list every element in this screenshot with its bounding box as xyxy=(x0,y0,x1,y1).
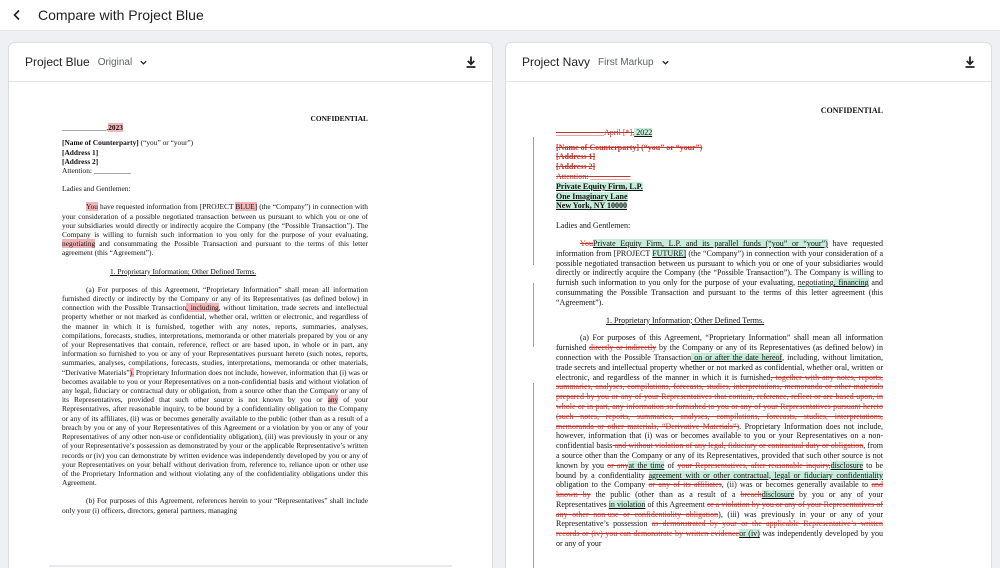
document-page xyxy=(9,82,492,515)
inserted-text: disclosure xyxy=(761,490,795,500)
change-bar xyxy=(533,283,534,347)
changed-text: 2023 xyxy=(108,123,123,133)
document-name: Project Blue xyxy=(25,55,90,69)
back-button[interactable] xyxy=(0,0,34,31)
download-button[interactable] xyxy=(464,55,478,69)
deleted-text: and known by xyxy=(556,480,883,500)
version-label: Original xyxy=(97,56,133,68)
address-line xyxy=(556,201,883,211)
chevron-down-icon xyxy=(139,58,148,67)
confidential-header: CONFIDENTIAL xyxy=(310,114,368,123)
deleted-text: [Address 2] xyxy=(556,162,596,172)
deleted-text: [Address 1] xyxy=(556,152,596,162)
top-bar xyxy=(0,0,1000,31)
change-bar xyxy=(533,137,534,265)
inserted-text: 2022 xyxy=(634,127,653,137)
download-icon xyxy=(464,55,478,69)
download-icon xyxy=(963,55,977,69)
chevron-left-icon xyxy=(11,9,23,21)
inserted-text: One Imaginary Lane xyxy=(556,191,628,201)
deleted-text: and without violation of any legal, fiduciary or contractual duty or obligation xyxy=(612,441,864,451)
chevron-down-icon xyxy=(661,58,670,67)
inserted-text: or (iv) xyxy=(739,529,760,539)
address-line xyxy=(556,182,883,192)
inserted-text: agreement with or other contractual, legal or fiduciary confidentiality xyxy=(648,470,883,480)
deleted-text: or a violation by you or any of your Representatives of any other non-use or confidentiality obligation xyxy=(556,499,883,519)
date-line: ____________,2023 xyxy=(62,123,123,133)
section-1b-paragraph: (b) For purposes of this Agreement, references herein to your “Representatives” shall include only your (i) officers, directors, general partners, managing xyxy=(62,496,368,515)
inserted-text: , financing xyxy=(833,278,869,288)
markup-document-panel xyxy=(505,42,992,568)
counterparty-line: [Name of Counterparty] (“you” or “your”) xyxy=(62,138,194,148)
download-button[interactable] xyxy=(963,55,977,69)
deleted-text: your Representatives, after reasonable inquiry, xyxy=(677,460,831,470)
version-label: First Markup xyxy=(598,56,654,68)
deleted-text: or any xyxy=(607,460,629,470)
deleted-text: breach xyxy=(740,490,762,500)
section-1a-paragraph: (a) For purposes of this Agreement, “Proprietary Information” shall mean all information furnished directly or indirectly by the Company or any of its Representatives (as defined below) in connection with the Possible Transaction on or after the date hereof, including, without limitation, trade secrets and intellectual property whether or not marked as confidential, whether oral, written or electronic, and regardless of the manner in which it is furnished, together with any notes, reports, summaries, analyses, compilations, forecasts, studies, interpretations, memoranda or other materials prepared by you or any of your Representatives that contain, reference, reflect or are based upon, in whole or in part, any information so furnished to you or any of your Representatives pursuant hereto (such notes, reports, summaries, analyses, compilations, forecasts, studies, interpretations, memoranda or other materials, “Derivative Materials”). Proprietary Information does not include, however, information that (i) was or becomes available to you or your Representatives on a non-confidential basis and without violation of any legal, fiduciary or contractual duty or obligation, from a source other than the Company or any of its Representatives, provided that such other source is not known by you or anyat the time of your Representatives, after reasonable inquiry,disclosure to be bound by a confidentiality agreement with or other contractual, legal or fiduciary confidentiality obligation to the Company or any of its affiliates, (ii) was or becomes generally available to and known by the public (other than as a result of a breachdisclosure by you or any of your Representatives in violation of this Agreement or a violation by you or any of your Representatives of any other non-use or confidentiality obligation), (iii) was previously in your or any of your Representative’s possession as demonstrated by your or the applicable Representative’s written records or (iv) you can demonstrate by written evidenceor (iv) was independently developed by you or any of your xyxy=(556,333,884,549)
address-line: [Address 1] xyxy=(62,147,99,157)
intro-paragraph: You have requested information from [PROJECT BLUE] (the “Company”) in connection with your consideration of a possible negotiated transaction between us pursuant to which you or one of your subsidiaries would directly or indirectly acquire the Company (the “Possible Transaction”). The Company is willing to furnish such information to you only for the purpose of your evaluating, negotiating and consummating the Possible Transaction and pursuant to the terms of this letter agreement (this “Agreement”). xyxy=(62,202,368,258)
address-line xyxy=(556,192,883,202)
changed-text: ). xyxy=(129,367,134,377)
section-1a-paragraph: (a) For purposes of this Agreement, “Proprietary Information” shall mean all information furnished directly or indirectly by the Company or any of its Representatives (as defined below) in connection with the Possible Transaction, including, without limitation, trade secrets and intellectual property whether or not marked as confidential, whether oral, written or electronic, and regardless of the manner in which it is furnished, together with any notes, reports, summaries, analyses, compilations, forecasts, studies, interpretations, memoranda or other materials prepared by you or any of your Representatives that contain, reference, reflect or are based upon, in whole or in part, any information so furnished to you or any of your Representatives pursuant hereto (such notes, reports, summaries, analyses, compilations, forecasts, studies, interpretations, memoranda or other materials, “Derivative Materials”). Proprietary Information does not include, however, information that (i) was or becomes available to you or your Representatives on a non-confidential basis and without violation of any legal, fiduciary or contractual duty or obligation, from a source other than the Company or any of its Representatives, provided that such other source is not known by you or any of your Representatives, after reasonable inquiry, to be bound by a confidentiality obligation to the Company or any of its affiliates, (ii) was or becomes generally available to the public (other than as a result of a breach by you or any of your Representatives of this Agreement or a violation by you or any of your Representatives of any other non-use or confidentiality obligation), (iii) was previously in your or any of your Representative’s possession as demonstrated by your or the applicable Representative’s written records or (iv) you can demonstrate by written evidence was independently developed by you or any of your Representatives on your behalf without derivation from, reference to, reliance upon or other use of the Proprietary Information and without violating any of the confidentiality obligations under this Agreement. xyxy=(62,284,369,488)
date-line xyxy=(556,128,883,138)
page-title: Compare with Project Blue xyxy=(38,7,204,23)
inserted-text: Private Equity Firm, L.P. xyxy=(556,181,643,191)
change-bar xyxy=(533,383,534,568)
inserted-text: at the time xyxy=(628,460,665,470)
section-heading: 1. Proprietary Information; Other Defined Terms. xyxy=(606,315,765,325)
page-divider xyxy=(49,565,452,567)
document-page xyxy=(506,82,991,549)
section-heading: 1. Proprietary Information; Other Defined Terms. xyxy=(110,266,257,276)
inserted-text: Private Equity Firm, L.P. and its parallel funds (“you” or “your”) xyxy=(592,238,828,248)
inserted-text: on or after the date hereof xyxy=(691,352,783,362)
deleted-text: or any of its affiliates xyxy=(648,480,722,490)
changed-text: , including xyxy=(186,303,219,313)
inserted-text: disclosure xyxy=(830,460,863,470)
changed-text: negotiating xyxy=(62,239,96,249)
version-dropdown[interactable] xyxy=(661,58,670,67)
deleted-text: directly or indirectly xyxy=(588,343,657,353)
deleted-text: You xyxy=(580,238,593,248)
changed-text: negotiating xyxy=(797,278,834,288)
deleted-text: , together with any notes, reports, summaries, analyses, compilations, forecasts, studies, interpretations, memoranda or other materials prepared by you or any of your Representatives that contain, reference, reflect or are based upon, in whole or in part, any information so furnished to you or any of your Representatives pursuant hereto (such notes, reports, summaries, analyses, compilations, forecasts, studies, interpretations, memoranda or other materials, “Derivative Materials”) xyxy=(556,372,883,431)
panel-header xyxy=(506,43,991,82)
confidential-header: CONFIDENTIAL xyxy=(820,106,883,115)
attention-line: Attention: __________ xyxy=(62,166,131,176)
inserted-text: in violation xyxy=(608,499,646,509)
deleted-text: Attention: __________ xyxy=(556,171,631,181)
salutation: Ladies and Gentlemen: xyxy=(556,221,631,231)
changed-text: any xyxy=(327,395,339,405)
deleted-text: as demonstrated by your or the applicable Representative’s written records or (iv) you can demonstrate by written evidence xyxy=(556,519,883,539)
changed-text: BLUE] xyxy=(235,202,258,212)
document-name: Project Navy xyxy=(522,55,591,69)
deleted-text: ____________April [*], xyxy=(556,127,635,137)
original-document-panel xyxy=(8,42,493,568)
deleted-text: [Name of Counterparty] (“you” or “your”) xyxy=(556,142,703,152)
salutation: Ladies and Gentlemen: xyxy=(62,184,131,194)
inserted-text: New York, NY 10000 xyxy=(556,201,627,211)
panel-header xyxy=(9,43,492,82)
inserted-text: FUTURE] xyxy=(652,248,687,258)
changed-text: You xyxy=(86,202,98,212)
intro-paragraph: YouPrivate Equity Firm, L.P. and its parallel funds (“you” or “your”) have requested information from [PROJECT FUTURE] (the “Company”) in connection with your consideration of a possible negotiated transaction between us pursuant to which you or one of your subsidiaries would directly or indirectly acquire the Company (the “Possible Transaction”). The Company is willing to furnish such information to you only for the purpose of your evaluating, negotiating, financing and consummating the Possible Transaction and pursuant to the terms of this letter agreement (this “Agreement”). xyxy=(556,238,883,307)
version-dropdown[interactable] xyxy=(139,58,148,67)
address-line: [Address 2] xyxy=(62,156,99,166)
